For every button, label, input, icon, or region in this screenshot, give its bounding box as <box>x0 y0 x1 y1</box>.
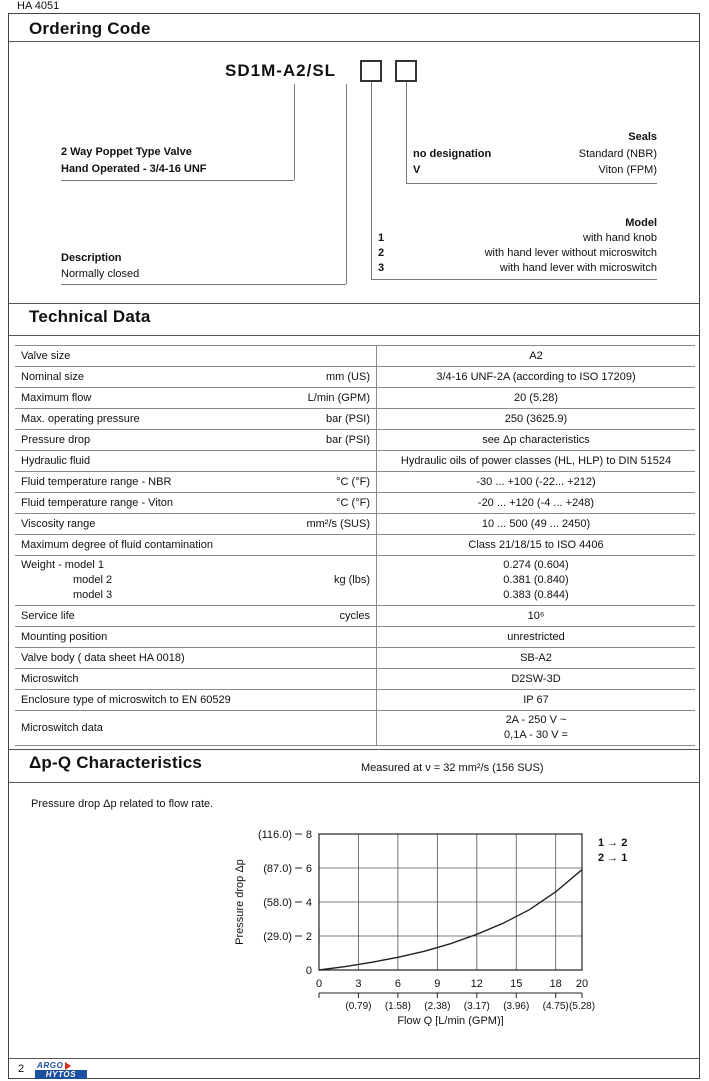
technical-row-left <box>15 346 376 366</box>
technical-row-left <box>15 627 376 647</box>
technical-data-row <box>15 711 695 746</box>
model-option-row <box>378 262 657 275</box>
x-axis-label: Flow Q [L/min (GPM)] <box>397 1015 504 1026</box>
technical-row-value <box>376 409 695 429</box>
technical-data-row <box>15 367 695 388</box>
technical-row-left <box>15 430 376 450</box>
logo-hytos-text: HYTOS <box>35 1070 87 1079</box>
technical-row-left <box>15 493 376 513</box>
logo-argo-text: ARGO <box>37 1061 64 1070</box>
technical-value-line: D2SW-3D <box>511 672 561 685</box>
technical-row-left <box>15 472 376 492</box>
x-tick-label: 3 <box>355 978 362 990</box>
valve-type-line2: Hand Operated - 3/4-16 UNF <box>61 163 207 175</box>
seals-title: Seals <box>628 131 657 143</box>
model-option-row <box>378 232 657 245</box>
technical-label-line: Microswitch <box>21 672 79 685</box>
technical-row-value <box>376 648 695 668</box>
technical-label-line: Valve size <box>21 349 71 362</box>
ordering-code-value: SD1M-A2/SL <box>225 61 337 80</box>
technical-row-unit: mm (US) <box>326 370 370 383</box>
y-tick-secondary-label: (116.0) <box>257 829 292 841</box>
technical-value-line: -20 ... +120 (-4 ... +248) <box>477 496 595 509</box>
argo-hytos-logo <box>35 1061 87 1079</box>
technical-row-label <box>21 721 103 736</box>
seals-option-row <box>413 148 657 161</box>
technical-value-line: 0,1A - 30 V = <box>504 729 568 741</box>
technical-row-value <box>376 514 695 534</box>
technical-data-row <box>15 535 695 556</box>
legend-entry: 2 → 1 <box>598 852 628 864</box>
technical-value-line: SB-A2 <box>520 651 552 664</box>
technical-value-line: unrestricted <box>507 630 565 643</box>
technical-value-line: IP 67 <box>523 693 549 706</box>
model-option-row <box>378 247 657 260</box>
technical-row-label <box>21 558 112 603</box>
technical-value-line: -30 ... +100 (-22... +212) <box>476 475 596 488</box>
technical-label-line: model 2 <box>73 574 113 586</box>
technical-row-label <box>21 609 75 624</box>
technical-label-line: Weight - model 1 <box>21 559 104 571</box>
technical-label-line: Max. operating pressure <box>21 412 140 425</box>
doc-number: HA 4051 <box>17 0 60 12</box>
section-divider <box>9 335 699 336</box>
technical-value-line: Class 21/18/15 to ISO 4406 <box>468 538 604 551</box>
valve-type-line1: 2 Way Poppet Type Valve <box>61 146 192 158</box>
description-label: Description <box>61 252 122 264</box>
ordering-code-title: Ordering Code <box>29 19 151 38</box>
technical-value-line: A2 <box>529 349 543 362</box>
technical-row-label <box>21 475 171 490</box>
y-tick-label: 4 <box>305 897 312 909</box>
seals-option-value: Viton (FPM) <box>598 164 657 176</box>
technical-row-unit: cycles <box>339 609 370 622</box>
technical-row-unit: L/min (GPM) <box>307 391 370 404</box>
dpq-subtitle: Measured at ν = 32 mm²/s (156 SUS) <box>361 762 544 774</box>
connector-line <box>406 82 407 183</box>
technical-data-row <box>15 514 695 535</box>
logo-arrow-icon <box>65 1062 71 1070</box>
technical-data-row <box>15 606 695 627</box>
technical-data-row <box>15 388 695 409</box>
technical-data-row <box>15 430 695 451</box>
technical-row-label <box>21 433 90 448</box>
technical-value-line: 0.383 (0.844) <box>503 589 569 601</box>
connector-line <box>371 82 372 279</box>
dpq-note: Pressure drop Δp related to flow rate. <box>31 798 214 810</box>
technical-row-left <box>15 690 376 710</box>
technical-label-line: Hydraulic fluid <box>21 454 91 467</box>
model-option-key: 2 <box>378 247 385 259</box>
technical-row-label <box>21 370 84 385</box>
technical-row-left <box>15 556 376 605</box>
technical-row-value <box>376 367 695 387</box>
technical-row-value <box>376 346 695 366</box>
technical-data-row <box>15 493 695 514</box>
connector-line <box>346 84 347 284</box>
technical-row-left <box>15 711 376 745</box>
section-divider <box>9 41 699 42</box>
y-axis-label: Pressure drop Δp <box>234 859 246 945</box>
connector-line <box>61 284 346 285</box>
technical-label-line: model 3 <box>73 589 113 601</box>
technical-label-line: Viscosity range <box>21 517 96 530</box>
technical-row-label <box>21 517 95 532</box>
technical-row-label <box>21 496 173 511</box>
technical-row-value <box>376 690 695 710</box>
technical-data-row <box>15 346 695 367</box>
technical-label-line: Valve body ( data sheet HA 0018) <box>21 651 185 664</box>
technical-row-value <box>376 669 695 689</box>
technical-row-unit: bar (PSI) <box>325 412 370 425</box>
x-tick-label: 9 <box>434 978 441 990</box>
x-tick-secondary-label: (1.58) <box>384 1001 411 1012</box>
technical-row-left <box>15 409 376 429</box>
technical-value-line: Hydraulic oils of power classes (HL, HLP) to DIN 51524 <box>400 454 672 467</box>
dpq-title: Δp-Q Characteristics <box>29 753 203 772</box>
technical-row-value <box>376 388 695 408</box>
technical-data-table <box>15 345 695 746</box>
technical-row-left <box>15 606 376 626</box>
seals-option-row <box>413 164 657 177</box>
page-frame <box>8 13 700 1079</box>
description-value: Normally closed <box>61 268 140 280</box>
technical-value-line: 10 ... 500 (49 ... 2450) <box>481 517 591 530</box>
technical-row-value <box>376 535 695 555</box>
technical-data-row <box>15 556 695 606</box>
x-tick-label: 18 <box>549 978 562 990</box>
section-divider <box>9 303 699 304</box>
ordering-seals-box <box>395 60 417 82</box>
technical-row-unit: °C (°F) <box>336 496 370 509</box>
technical-label-line: Pressure drop <box>21 433 91 446</box>
technical-label-line: Mounting position <box>21 630 108 643</box>
model-option-key: 3 <box>378 262 385 274</box>
technical-row-label <box>21 538 213 553</box>
technical-data-row <box>15 409 695 430</box>
x-tick-label: 6 <box>394 978 401 990</box>
model-title: Model <box>625 217 657 229</box>
technical-data-row <box>15 472 695 493</box>
technical-label-line: Fluid temperature range - Viton <box>21 496 174 509</box>
technical-row-left <box>15 388 376 408</box>
technical-row-left <box>15 669 376 689</box>
technical-row-value <box>376 493 695 513</box>
technical-row-left <box>15 648 376 668</box>
y-tick-secondary-label: (58.0) <box>263 897 292 909</box>
technical-row-unit: bar (PSI) <box>325 433 370 446</box>
technical-value-line: 250 (3625.9) <box>504 412 568 425</box>
technical-row-label <box>21 454 90 469</box>
technical-data-title: Technical Data <box>29 307 151 326</box>
technical-row-value <box>376 430 695 450</box>
y-tick-secondary-label: (29.0) <box>263 931 292 943</box>
model-option-value: with hand lever without microswitch <box>484 247 657 259</box>
y-tick-secondary-label: (87.0) <box>263 863 292 875</box>
connector-line <box>294 84 295 180</box>
technical-row-unit: kg (lbs) <box>333 574 370 586</box>
technical-label-line: Fluid temperature range - NBR <box>21 475 172 488</box>
y-tick-label: 6 <box>305 863 312 875</box>
technical-row-value <box>376 472 695 492</box>
technical-row-label <box>21 651 185 666</box>
section-divider <box>9 749 699 750</box>
technical-row-value <box>376 451 695 471</box>
technical-value-line: 20 (5.28) <box>513 391 559 404</box>
technical-row-label <box>21 412 140 427</box>
technical-row-unit: mm²/s (SUS) <box>306 517 370 530</box>
seals-option-key: no designation <box>413 148 492 160</box>
y-tick-label: 8 <box>305 829 312 841</box>
technical-value-line: see Δp characteristics <box>482 433 590 446</box>
technical-row-label <box>21 672 78 687</box>
technical-data-row <box>15 451 695 472</box>
technical-label-line: Maximum flow <box>21 391 92 404</box>
technical-label-line: Nominal size <box>21 370 84 383</box>
technical-label-line: Maximum degree of fluid contamination <box>21 538 213 551</box>
technical-row-label <box>21 391 91 406</box>
technical-value-line: 3/4-16 UNF-2A (according to ISO 17209) <box>436 370 636 383</box>
technical-value-line: 10⁶ <box>527 609 545 622</box>
technical-row-unit: °C (°F) <box>336 475 370 488</box>
technical-data-row <box>15 690 695 711</box>
technical-data-row <box>15 669 695 690</box>
x-tick-secondary-label: (4.75) <box>542 1001 569 1012</box>
technical-label-line: Service life <box>21 609 75 622</box>
connector-line <box>61 180 294 181</box>
technical-row-label <box>21 693 231 708</box>
section-divider <box>9 782 699 783</box>
technical-row-value <box>376 606 695 626</box>
technical-value-line: 0.274 (0.604) <box>503 559 569 571</box>
technical-row-value <box>376 711 695 745</box>
y-tick-label: 2 <box>305 931 312 943</box>
legend-entry: 1 → 2 <box>598 837 628 849</box>
y-tick-label: 0 <box>305 965 312 977</box>
connector-line <box>406 183 657 184</box>
x-tick-secondary-label: (2.38) <box>424 1001 451 1012</box>
technical-row-value <box>376 556 695 605</box>
technical-data-row <box>15 627 695 648</box>
technical-row-label <box>21 349 70 364</box>
technical-label-line: Enclosure type of microswitch to EN 60529 <box>21 693 231 706</box>
x-tick-label: 20 <box>575 978 589 990</box>
x-tick-secondary-label: (0.79) <box>345 1001 372 1012</box>
technical-row-left <box>15 367 376 387</box>
connector-line <box>371 279 657 280</box>
ordering-model-box <box>360 60 382 82</box>
logo-argo-row <box>35 1061 87 1070</box>
technical-row-label <box>21 630 107 645</box>
model-option-value: with hand knob <box>583 232 657 244</box>
x-tick-label: 12 <box>470 978 483 990</box>
technical-value-line: 2A - 250 V ~ <box>505 714 567 726</box>
footer-divider <box>9 1058 699 1059</box>
x-tick-label: 15 <box>510 978 523 990</box>
seals-option-key: V <box>413 164 421 176</box>
model-option-value: with hand lever with microswitch <box>499 262 657 274</box>
x-tick-secondary-label: (3.17) <box>463 1001 490 1012</box>
dpq-characteristics-chart <box>231 826 701 1026</box>
technical-row-left <box>15 451 376 471</box>
x-tick-label: 0 <box>315 978 323 990</box>
x-tick-secondary-label: (5.28) <box>568 1001 596 1012</box>
technical-label-line: Microswitch data <box>21 721 103 734</box>
technical-data-row <box>15 648 695 669</box>
model-option-key: 1 <box>378 232 385 244</box>
page-number: 2 <box>18 1063 25 1075</box>
technical-row-left <box>15 514 376 534</box>
technical-value-line: 0.381 (0.840) <box>503 574 569 586</box>
seals-option-value: Standard (NBR) <box>578 148 657 160</box>
technical-row-left <box>15 535 376 555</box>
x-tick-secondary-label: (3.96) <box>503 1001 530 1012</box>
technical-row-value <box>376 627 695 647</box>
